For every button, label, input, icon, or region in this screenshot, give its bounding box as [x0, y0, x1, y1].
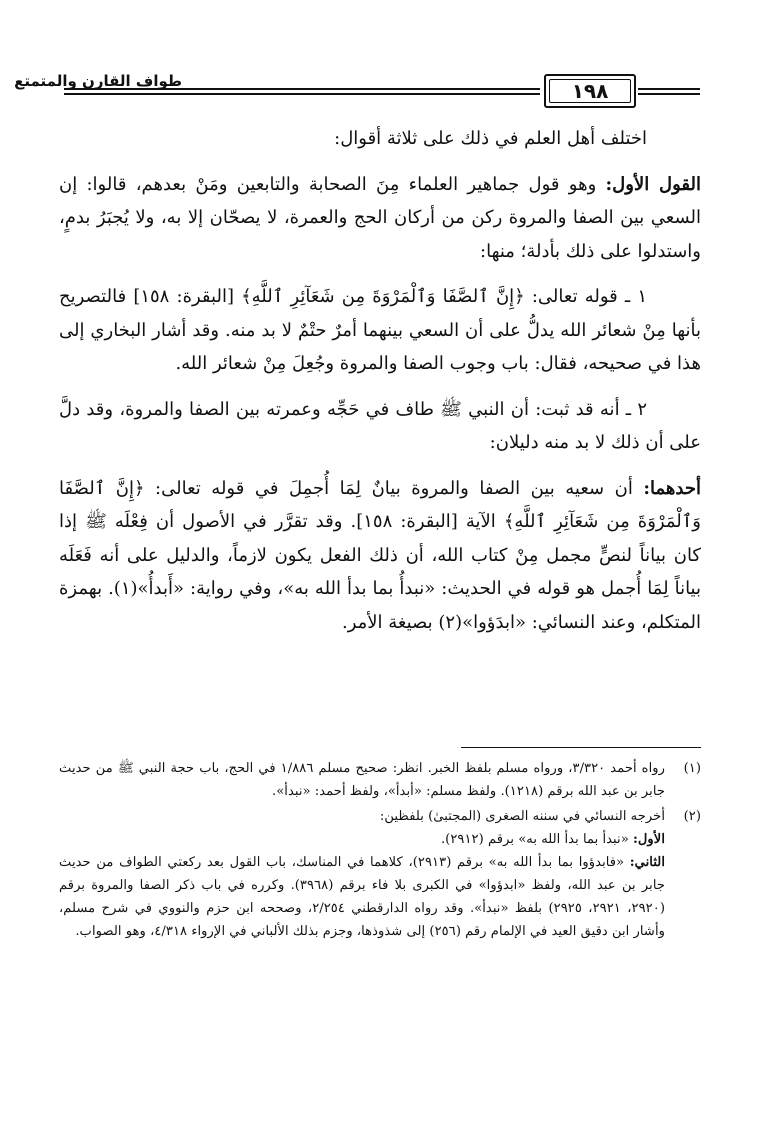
paragraph-label: القول الأول: — [605, 173, 701, 195]
paragraph: القول الأول: وهو قول جماهير العلماء مِنَ الصحابة والتابعين ومَنْ بعدهم، قالوا: إن السعي بين الصفا والمروة ركن من أركان الحج والعمرة، لا يصحّان إلا به، ولا يُجبَرُ بدمٍ، واستدلوا على ذلك بأدلة؛ منها: — [59, 173, 701, 262]
footnotes — [59, 757, 701, 945]
footnote-divider — [461, 747, 701, 748]
paragraph: ٢ ـ أنه قد ثبت: أن النبي ﷺ طاف في حَجِّه وعمرته بين الصفا والمروة، وقد دلَّ على أن ذلك لا بد منه دليلان: — [59, 398, 701, 453]
running-title: طواف القارن والمتمتع — [14, 72, 182, 90]
footnote-text: رواه أحمد ٣/٣٢٠، ورواه مسلم بلفظ الخبر. انظر: صحيح مسلم ١/٨٨٦ في الحج، باب حجة النبي ﷺ من حديث جابر بن عبد الله برقم (١٢١٨). ولفظ مسلم: «أبدأ»، ولفظ أحمد: «نبدأ». — [59, 761, 665, 799]
paragraph-label: أحدهما: — [643, 477, 701, 499]
header-rule — [638, 88, 700, 90]
footnote-text: الثاني: «فابدؤوا بما بدأ الله به» برقم (٢٩١٣)، كلاهما في المناسك، باب القول بعد ركعتي الطواف من حديث جابر بن عبد الله، ولفظ «ابدؤوا» في الكبرى بلا فاء برقم (٣٩٦٨). وكرره في باب ذكر الصفا والمروة برقم (٢٩٢٠، ٢٩٢١، ٢٩٢٥) بلفظ «نبدأ». وقد رواه الدارقطني ٢/٢٥٤، وصححه ابن حزم والنووي في شرح مسلم، وأشار ابن دقيق العيد في الإلمام رقم (٢٥٦) إلى شذوذها، وجزم بذلك الألباني في الإرواء ٤/٣١٨، وهو الصواب. — [59, 855, 666, 939]
footnote-2 — [59, 805, 701, 943]
paragraph: اختلف أهل العلم في ذلك على ثلاثة أقوال: — [334, 128, 647, 149]
footnote-text: الأول: «نبدأ بما بدأ الله به» برقم (٢٩١٢). — [440, 832, 665, 847]
footnote-1 — [59, 757, 701, 803]
paragraph: ١ ـ قوله تعالى: ﴿إِنَّ ٱلصَّفَا وَٱلْمَرْوَةَ مِن شَعَآئِرِ ٱللَّهِ﴾ [البقرة: ١٥٨] فالتصريح بأنها مِنْ شعائر الله يدلُّ على أن السعي بينهما أمرٌ حتْمٌ لا بد منه. وقد أشار البخاري إلى هذا في صحيحه، فقال: باب وجوب الصفا والمروة وجُعِلَ مِنْ شعائر الله. — [59, 286, 701, 374]
page-number: ١٩٨ — [544, 74, 636, 108]
header-rule — [64, 93, 540, 95]
header-rule — [638, 93, 700, 95]
footnote-text: أخرجه النسائي في سننه الصغرى (المجتبىٰ) بلفظين: — [379, 809, 665, 824]
paragraph: أحدهما: أن سعيه بين الصفا والمروة بيانٌ لِمَا أُجمِلَ في قوله تعالى: ﴿إِنَّ ٱلصَّفَا وَٱلْمَرْوَةَ مِن شَعَآئِرِ ٱللَّهِ﴾ الآية [البقرة: ١٥٨]. وقد تقرَّر في الأصول أن فِعْلَه ﷺ إذا كان بياناً لنصٍّ مجمل مِنْ كتاب الله، أن ذلك الفعل يكون لازماً، والدليل على أنه فَعَلَه بياناً لِمَا أُجمل هو قوله في الحديث: «نبدأُ بما بدأ الله به»، وفي رواية: «أَبدأُ»(١). بهمزة المتكلم، وعند النسائي: «ابدَؤوا»(٢) بصيغة الأمر. — [59, 477, 701, 633]
footnote-number: (١) — [683, 761, 701, 776]
main-text — [59, 122, 701, 651]
footnote-number: (٢) — [683, 809, 701, 824]
